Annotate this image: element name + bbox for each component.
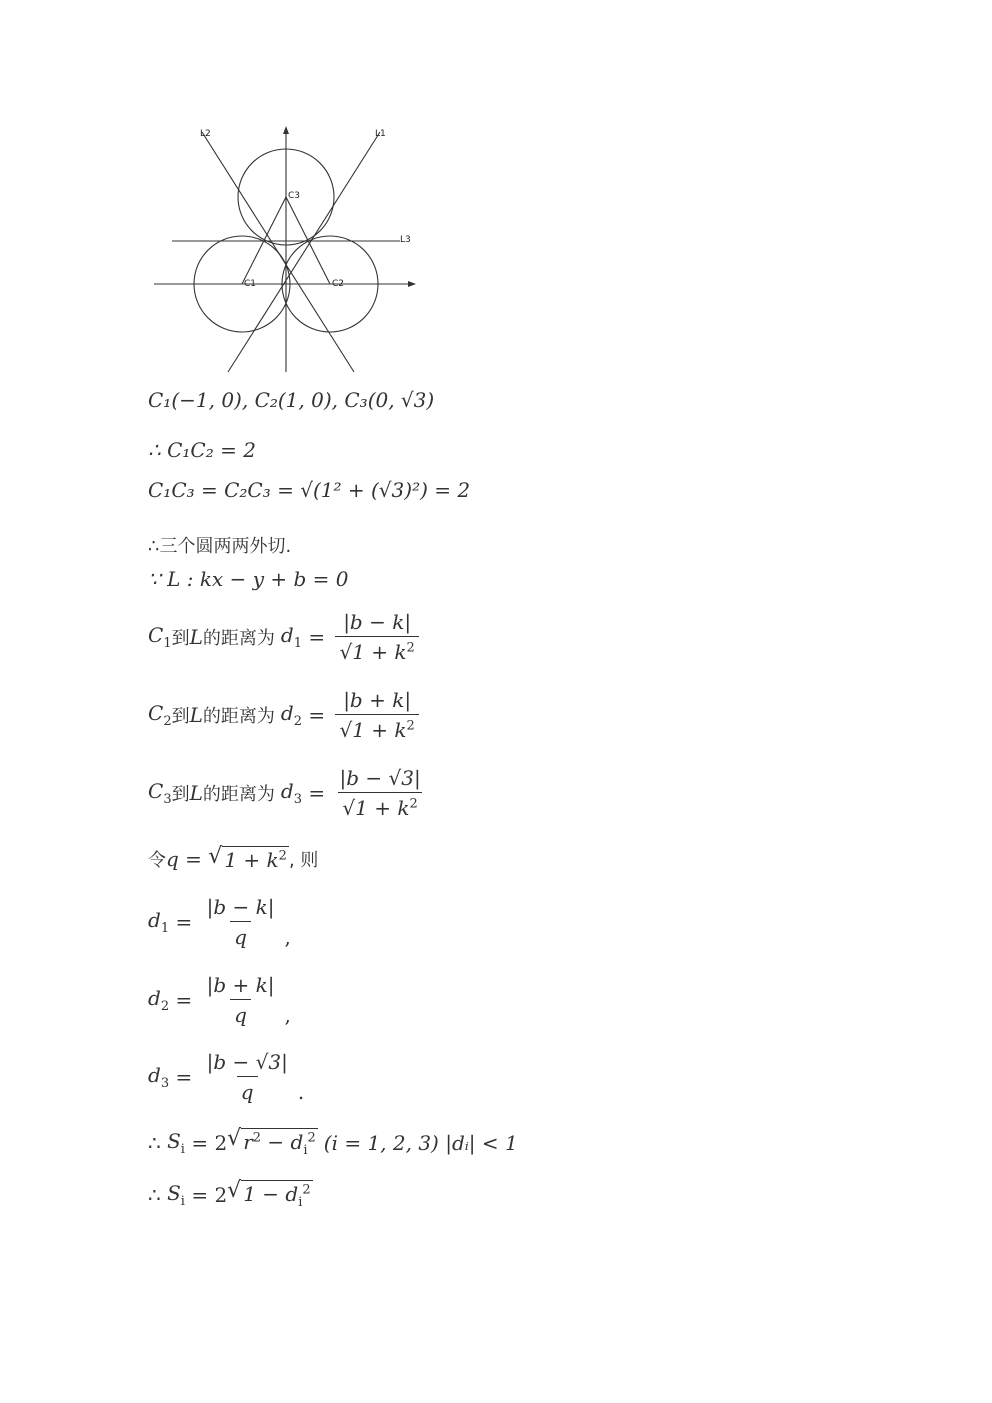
tangent-line bbox=[148, 532, 291, 558]
y-axis-arrow-icon bbox=[283, 126, 289, 134]
d1-q-line: $d_1$ = $\frac{|b - k|}{q}$ , bbox=[148, 895, 291, 949]
distance-d1-line: $C_1$ 到 L 的距离为 $d_1$ = $\frac{|b - k|}{√1 + k^2}$ bbox=[148, 610, 423, 664]
points-line bbox=[148, 388, 434, 412]
si-general-line: ∴ $S_i$ = 2 √ $r^2 - d_i^2$ (i = 1, 2, 3) |dᵢ| < 1 bbox=[148, 1126, 518, 1158]
label-c3: C3 bbox=[288, 191, 301, 201]
label-c2: C2 bbox=[332, 279, 345, 289]
c1c2-text: ∴ C₁C₂ = 2 bbox=[148, 438, 256, 462]
geometry-figure bbox=[150, 120, 430, 380]
distance-d3-line: $C_3$ 到 L 的距离为 $d_3$ = $\frac{|b - √3|}{√1 + k^2}$ bbox=[148, 766, 421, 820]
si-final-line: ∴ $S_i$ = 2 √ $1 - d_i^2$ bbox=[148, 1178, 311, 1210]
line-l-text: ∵ L : kx − y + b = 0 bbox=[148, 567, 349, 591]
points-text: C₁(−1, 0), C₂(1, 0), C₃(0, √3) bbox=[148, 388, 435, 412]
distance-d2-line: $C_2$ 到 L 的距离为 $d_2$ = $\frac{|b + k|}{√1 + k^2}$ bbox=[148, 688, 423, 742]
tangent-text: ∴三个圆两两外切. bbox=[148, 536, 292, 557]
d3-q-line: $d_3$ = $\frac{|b - √3|}{q}$ . bbox=[148, 1050, 305, 1104]
x-axis-arrow-icon bbox=[408, 281, 416, 287]
c1c2-line bbox=[148, 438, 256, 462]
line-l2 bbox=[202, 132, 354, 372]
c1c3-text: C₁C₃ = C₂C₃ = √(1² + (√3)²) = 2 bbox=[148, 478, 471, 502]
label-l2: L2 bbox=[200, 129, 211, 139]
c1c3-line bbox=[148, 478, 470, 502]
label-l1: L1 bbox=[375, 129, 386, 139]
line-l1 bbox=[228, 132, 380, 372]
label-c1: C1 bbox=[244, 279, 257, 289]
line-l-equation bbox=[148, 567, 348, 591]
label-l3: L3 bbox=[400, 235, 411, 245]
let-q-line: 令 q = √ $1 + k^2$ , 则 bbox=[148, 844, 319, 872]
d2-q-line: $d_2$ = $\frac{|b + k|}{q}$ , bbox=[148, 973, 291, 1027]
